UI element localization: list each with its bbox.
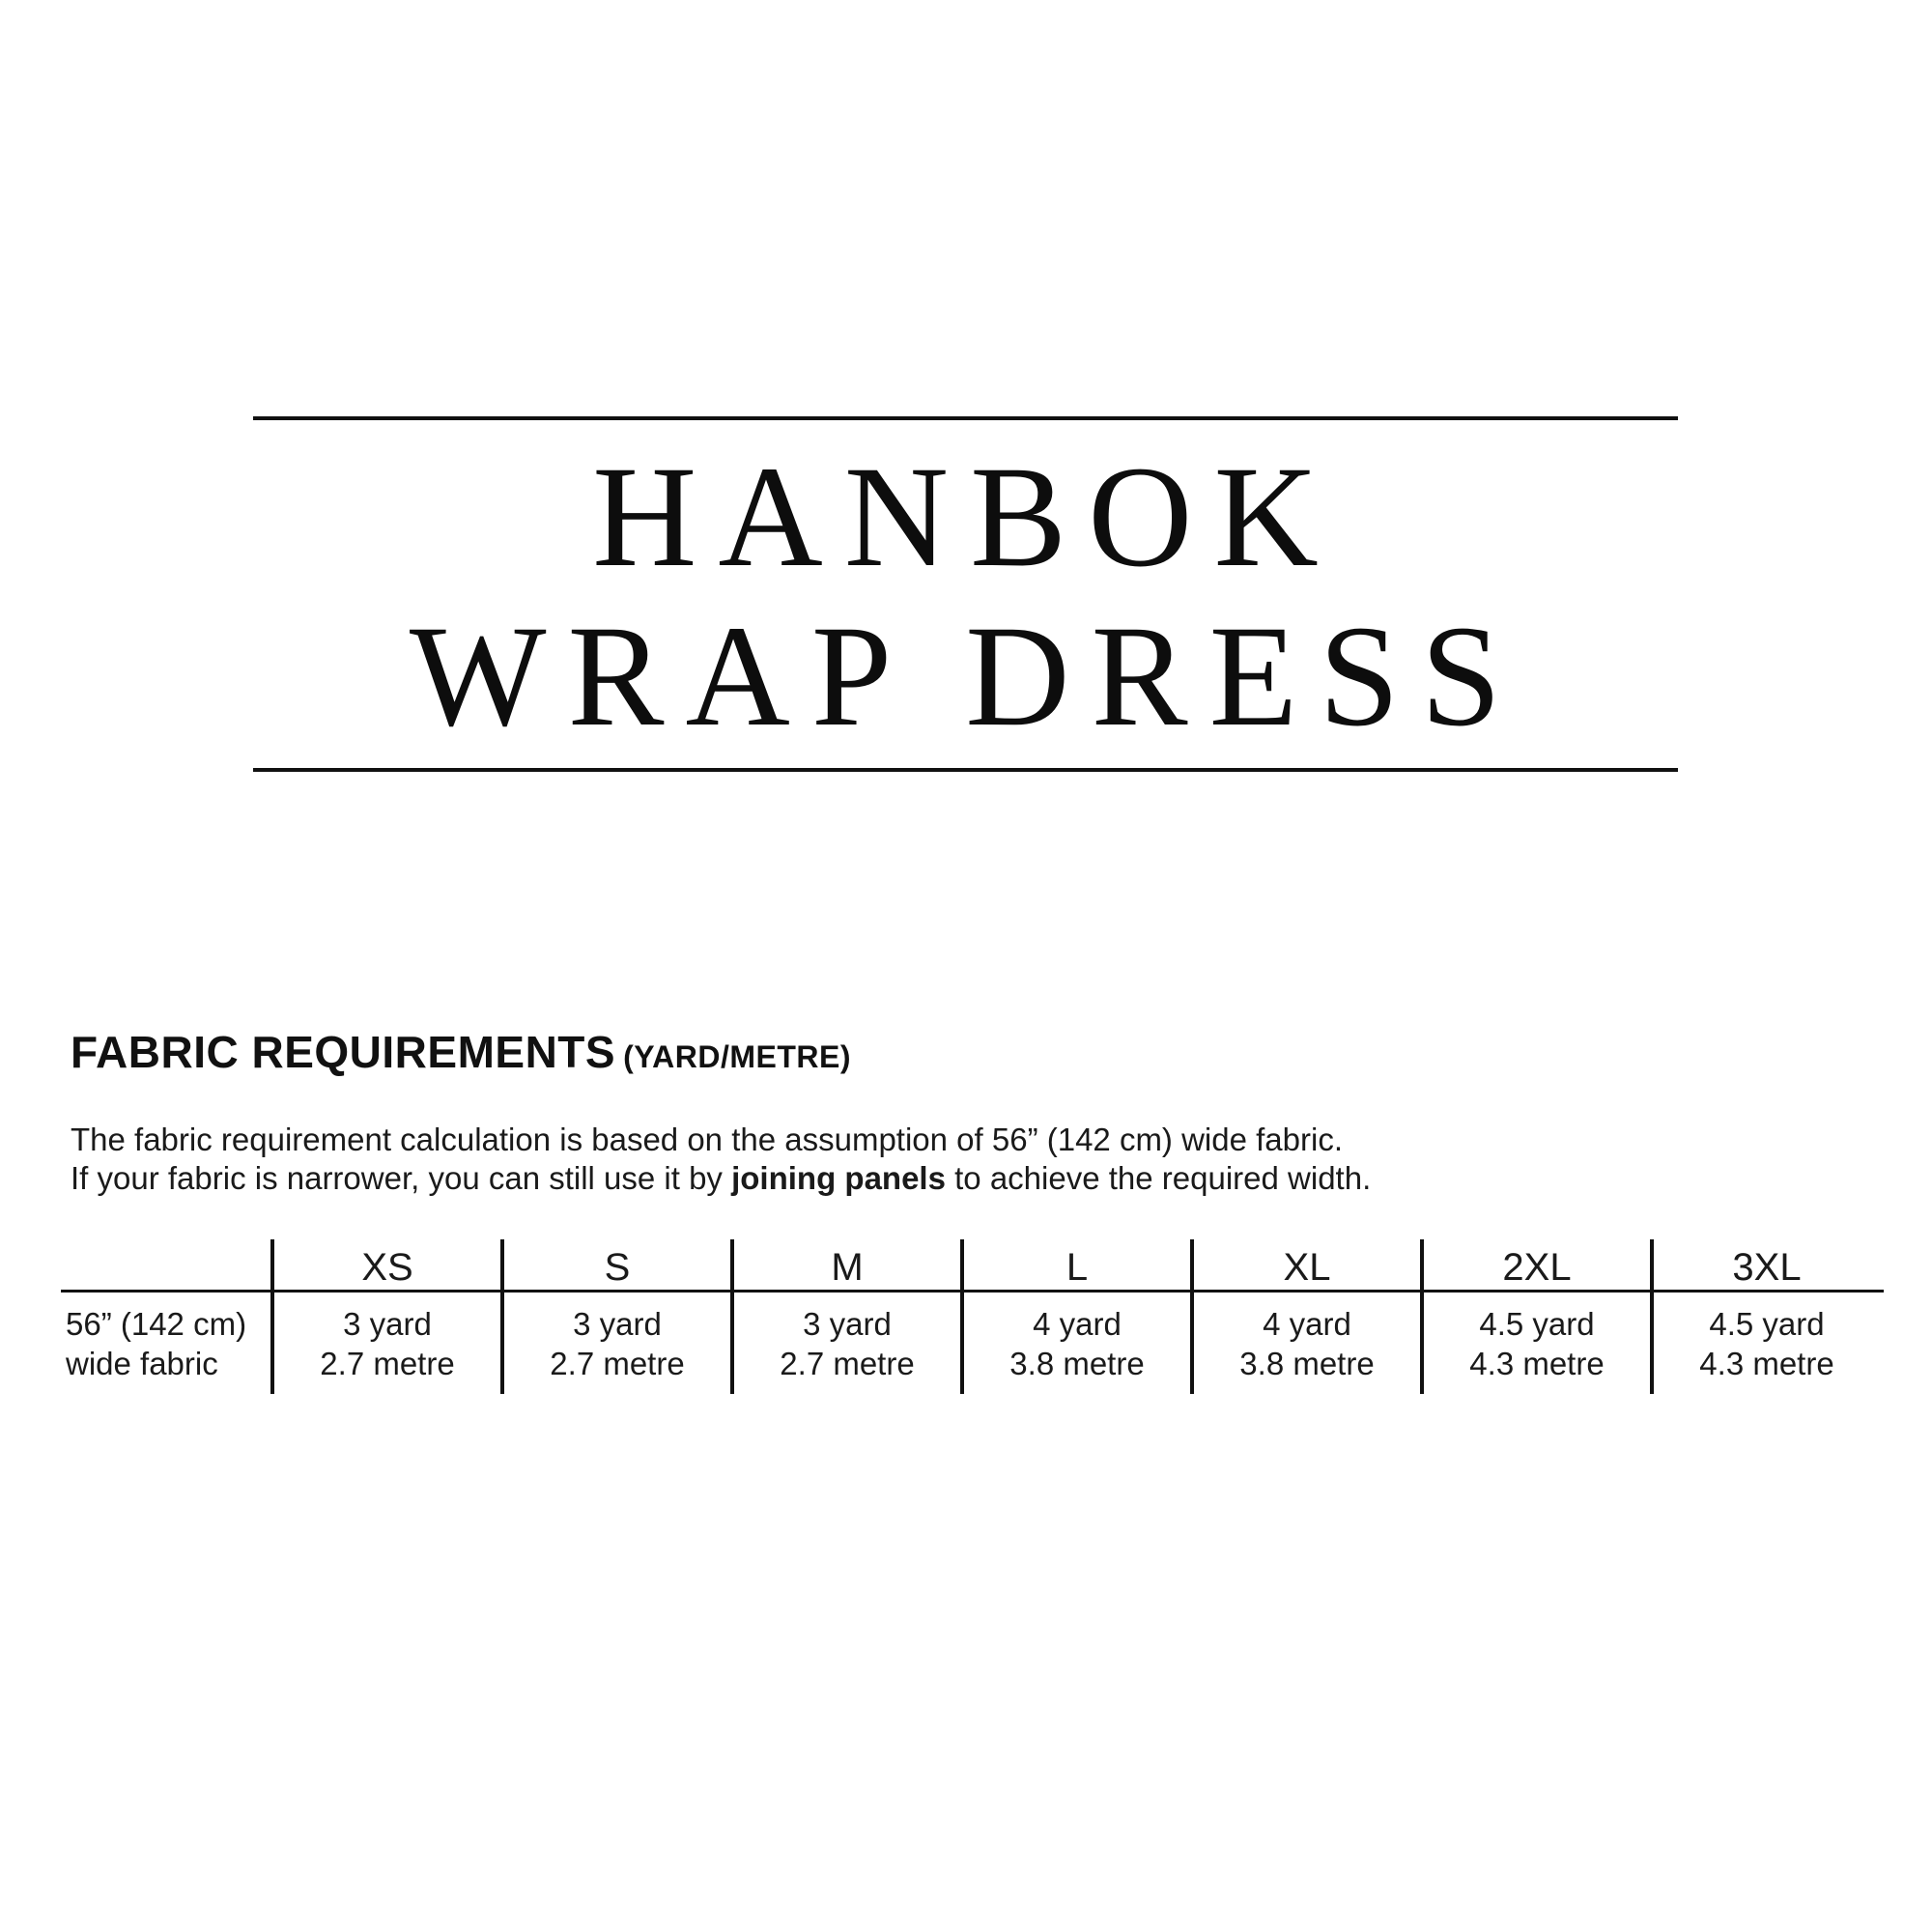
note-line-2-after: to achieve the required width.	[945, 1160, 1372, 1196]
row-label	[66, 1304, 269, 1383]
column-divider	[1420, 1239, 1424, 1394]
title-top-rule	[253, 416, 1678, 420]
column-divider	[960, 1239, 964, 1394]
fabric-requirements-heading	[71, 1026, 851, 1078]
title-line-2: WRAP DRESS	[409, 596, 1523, 756]
metre-value: 4.3 metre	[1699, 1346, 1834, 1381]
metre-value: 2.7 metre	[320, 1346, 455, 1381]
column-divider	[270, 1239, 274, 1394]
yard-value: 3 yard	[803, 1306, 892, 1342]
size-header-xl: XL	[1283, 1246, 1331, 1289]
yard-value: 4.5 yard	[1479, 1306, 1595, 1342]
amount-cell-xs	[272, 1304, 502, 1383]
section-heading-unit: (YARD/METRE)	[623, 1039, 852, 1074]
yard-value: 4 yard	[1033, 1306, 1122, 1342]
section-heading-text: FABRIC REQUIREMENTS	[71, 1027, 616, 1077]
yard-value: 4 yard	[1263, 1306, 1351, 1342]
column-divider	[1650, 1239, 1654, 1394]
note-line-2-bold: joining panels	[731, 1160, 946, 1196]
metre-value: 2.7 metre	[550, 1346, 685, 1381]
table-header-divider	[61, 1290, 1884, 1293]
size-header-3xl: 3XL	[1732, 1246, 1802, 1289]
amount-cell-m	[732, 1304, 962, 1383]
amount-cell-3xl	[1652, 1304, 1882, 1383]
size-header-2xl: 2XL	[1502, 1246, 1572, 1289]
size-header-s: S	[604, 1246, 631, 1289]
amount-cell-s	[502, 1304, 732, 1383]
yard-value: 3 yard	[343, 1306, 432, 1342]
metre-value: 3.8 metre	[1009, 1346, 1145, 1381]
size-header-xs: XS	[361, 1246, 413, 1289]
note-line-2-before: If your fabric is narrower, you can still use it by	[71, 1160, 732, 1196]
title-bottom-rule	[253, 768, 1678, 772]
metre-value: 3.8 metre	[1239, 1346, 1375, 1381]
amount-cell-l	[962, 1304, 1192, 1383]
column-divider	[1190, 1239, 1194, 1394]
fabric-note	[71, 1121, 1371, 1198]
row-label-line-2: wide fabric	[66, 1346, 218, 1381]
note-line-1: The fabric requirement calculation is based on the assumption of 56” (142 cm) wide fabric.	[71, 1122, 1343, 1157]
amount-cell-2xl	[1422, 1304, 1652, 1383]
size-header-l: L	[1065, 1246, 1089, 1289]
metre-value: 2.7 metre	[780, 1346, 915, 1381]
title-line-1: HANBOK	[592, 437, 1340, 597]
row-label-line-1: 56” (142 cm)	[66, 1306, 247, 1342]
column-divider	[500, 1239, 504, 1394]
metre-value: 4.3 metre	[1469, 1346, 1605, 1381]
column-divider	[730, 1239, 734, 1394]
yard-value: 4.5 yard	[1709, 1306, 1825, 1342]
amount-cell-xl	[1192, 1304, 1422, 1383]
size-header-m: M	[831, 1246, 864, 1289]
yard-value: 3 yard	[573, 1306, 662, 1342]
